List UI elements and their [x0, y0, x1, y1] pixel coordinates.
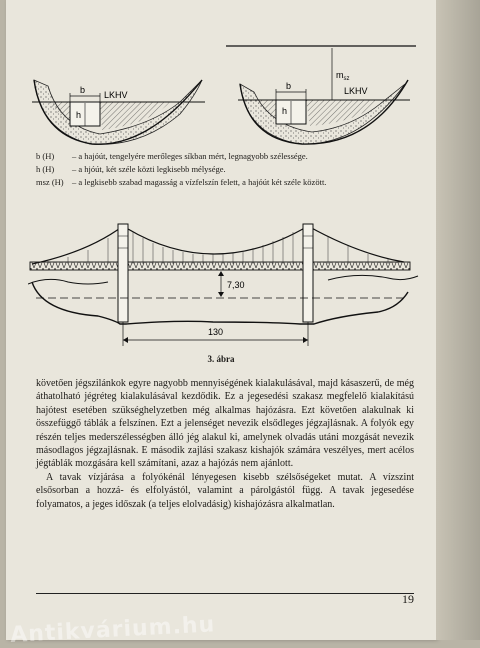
definition-text: – a legkisebb szabad magasság a vízfelszín felett, a hajóút két széle között. [72, 177, 327, 187]
label-b: b [286, 81, 292, 91]
definition-symbol: h (H) [36, 164, 55, 174]
paragraph: A tavak vízjárása a folyókénál lényegesen kisebb szélsőségeket mutat. A vízszint elsősorban a hozzá- és elfolyástól, valamint a párolgástól függ. A tavak jegesedése folyamatos, a jeges időszak (a teljes elolvadásig) kishajózásra alkalmatlan. [36, 471, 414, 510]
watermark: Antikvárium.hu [9, 612, 216, 648]
book-edge [436, 0, 480, 640]
definition-symbol: msz (H) [36, 177, 64, 187]
definition-text: – a hajóút, tengelyére merőleges síkban mért, legnagyobb szélessége. [72, 151, 308, 161]
definition-row [36, 150, 436, 163]
label-lkhv: LKHV [344, 86, 368, 96]
footer-rule [36, 593, 414, 594]
definition-text: – a hjóút, két széle közti legkisebb mélysége. [72, 164, 226, 174]
paragraph: követően jégszilánkok egyre nagyobb mennyiségének kialakulásával, majd kásaszerű, de még áthatolható jégréteg kialakulásával kezdődik. Ez a jegesedési szakasz megfelelő kialakítású hajótest esetében szükséghelyzetben még alkalmas hajózásra. Ezt követően alakulnak ki összefüggő táblák a felszínen. Ezt a jelenséget nevezik elsődleges jégzajlásnak. A folyók egy részén teljes mederszélességben álló jég alakul ki, amelynek olvadás utáni mozgását nevezik másodlagos jégzajlásnak. E második zajlási szakasz kishajók számára veszélyes, mert acélos jégtáblák mozgására kell számítani, azaz a hajózás nem ajánlott. [36, 378, 414, 470]
label-h: h [76, 110, 82, 120]
symbol-definitions [36, 150, 436, 189]
label-h: h [282, 106, 288, 116]
definition-row [36, 176, 436, 189]
body-text [36, 377, 414, 511]
figure-caption: 3. ábra [207, 354, 235, 364]
definition-symbol: b (H) [36, 151, 55, 161]
definition-row [36, 163, 436, 176]
book-page [6, 0, 436, 640]
channel-cross-section-right [220, 40, 420, 150]
label-msz: $m_{sz}$ [336, 70, 350, 82]
span-label: 130 [208, 327, 224, 337]
suspension-bridge-figure [28, 212, 424, 352]
label-b: b [80, 85, 86, 95]
channel-cross-section-left [30, 66, 210, 150]
clearance-label: 7,30 [227, 280, 245, 290]
label-lkhv: LKHV [104, 90, 128, 100]
page-number: 19 [402, 592, 414, 606]
